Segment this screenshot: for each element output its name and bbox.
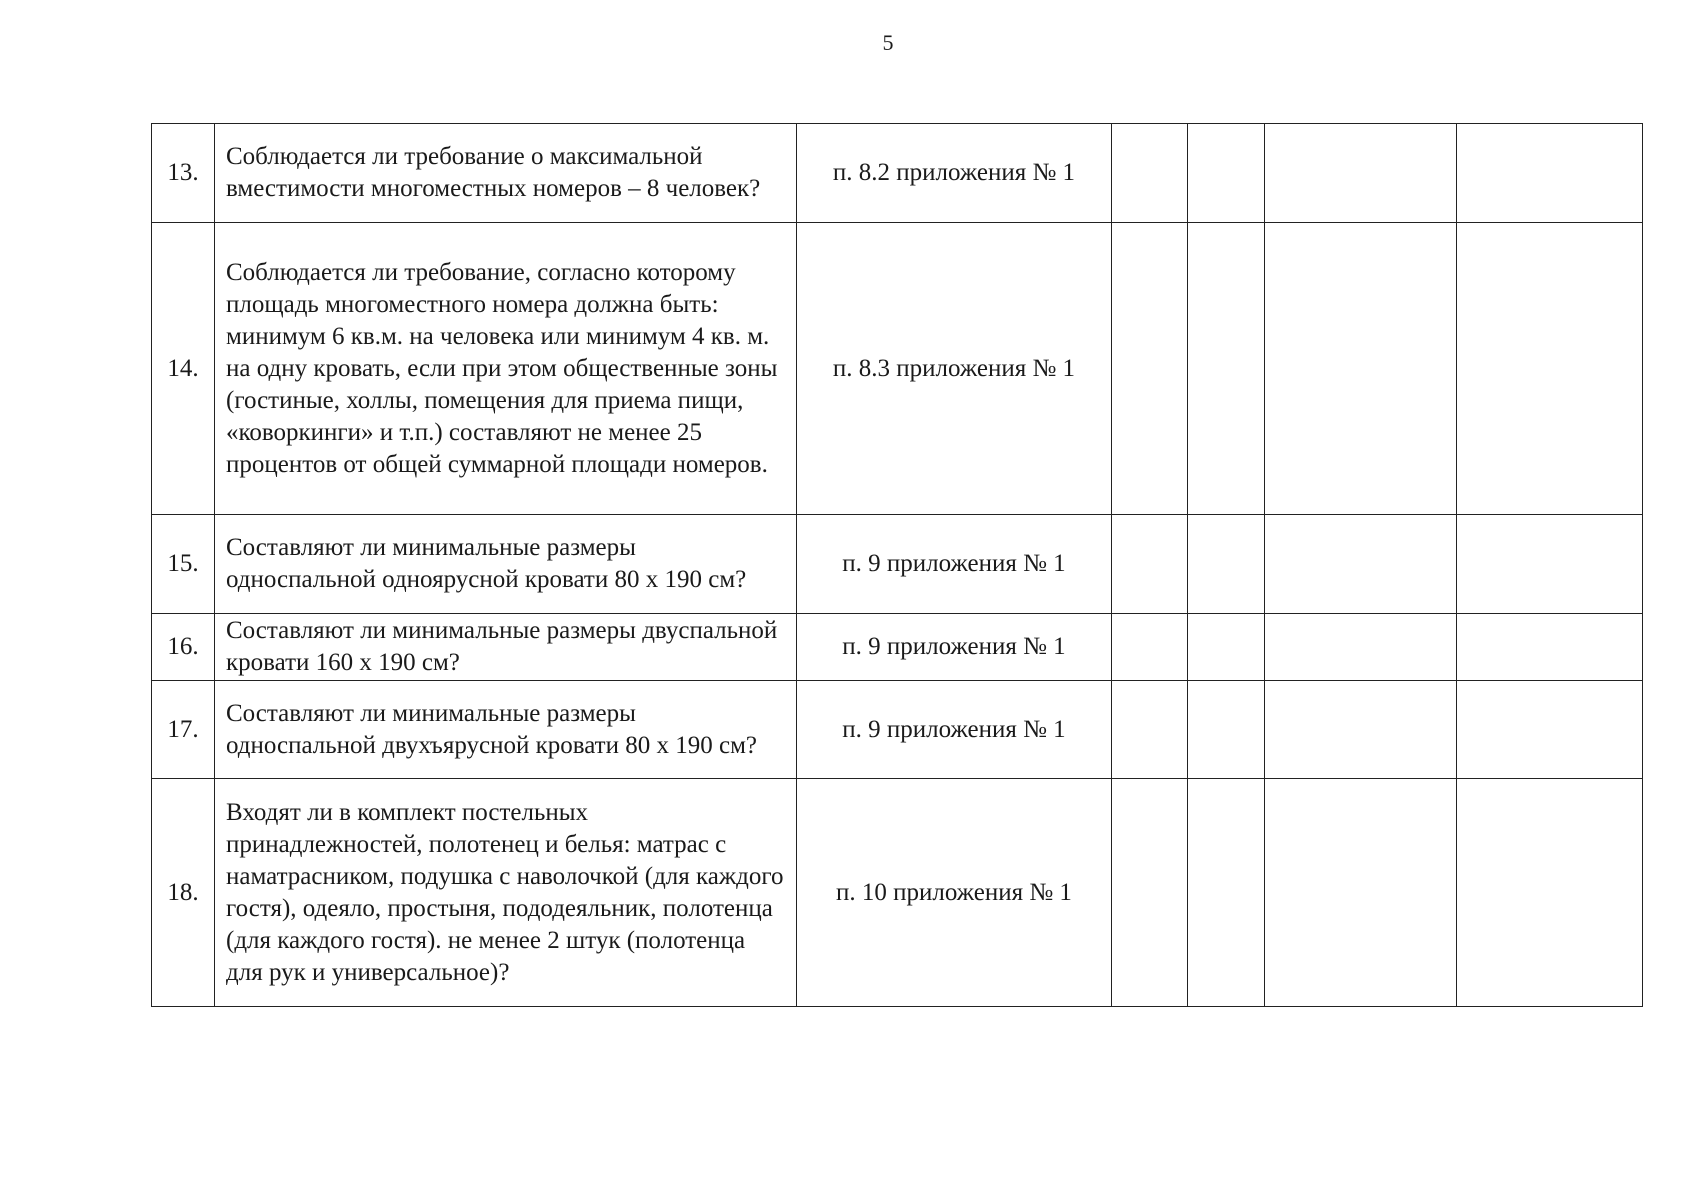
notes-cell[interactable] xyxy=(1457,681,1643,779)
answer-no-cell[interactable] xyxy=(1188,779,1265,1007)
reference-text: п. 8.3 приложения № 1 xyxy=(797,223,1112,515)
not-applicable-cell[interactable] xyxy=(1265,614,1457,681)
answer-no-cell[interactable] xyxy=(1188,614,1265,681)
table-row xyxy=(152,124,1643,223)
answer-yes-cell[interactable] xyxy=(1112,779,1188,1007)
not-applicable-cell[interactable] xyxy=(1265,779,1457,1007)
reference-text: п. 9 приложения № 1 xyxy=(797,614,1112,681)
answer-no-cell[interactable] xyxy=(1188,515,1265,614)
reference-text: п. 10 приложения № 1 xyxy=(797,779,1112,1007)
answer-no-cell[interactable] xyxy=(1188,124,1265,223)
not-applicable-cell[interactable] xyxy=(1265,223,1457,515)
answer-no-cell[interactable] xyxy=(1188,223,1265,515)
table-row xyxy=(152,515,1643,614)
row-number: 15. xyxy=(152,515,215,614)
table-row xyxy=(152,223,1643,515)
row-number: 16. xyxy=(152,614,215,681)
row-number: 18. xyxy=(152,779,215,1007)
page-number: 5 xyxy=(882,30,894,55)
row-number: 17. xyxy=(152,681,215,779)
question-text: Соблюдается ли требование, согласно которому площадь многоместного номера должна быть: минимум 6 кв.м. на человека или минимум 4 кв. м. на одну кровать, если при этом общественные зоны (гостиные, холлы, помещения для приема пищи, «коворкинги» и т.п.) составляют не менее 25 процентов от общей суммарной площади номеров. xyxy=(215,223,797,515)
question-text: Составляют ли минимальные размеры двуспальной кровати 160 х 190 см? xyxy=(215,614,797,681)
question-text: Составляют ли минимальные размеры односпальной двухъярусной кровати 80 х 190 см? xyxy=(215,681,797,779)
not-applicable-cell[interactable] xyxy=(1265,515,1457,614)
checklist-table xyxy=(151,123,1643,1007)
notes-cell[interactable] xyxy=(1457,223,1643,515)
table-row xyxy=(152,614,1643,681)
row-number: 14. xyxy=(152,223,215,515)
notes-cell[interactable] xyxy=(1457,614,1643,681)
not-applicable-cell[interactable] xyxy=(1265,681,1457,779)
question-text: Составляют ли минимальные размеры односпальной одноярусной кровати 80 х 190 см? xyxy=(215,515,797,614)
answer-yes-cell[interactable] xyxy=(1112,124,1188,223)
table-row xyxy=(152,681,1643,779)
not-applicable-cell[interactable] xyxy=(1265,124,1457,223)
question-text: Входят ли в комплект постельных принадлежностей, полотенец и белья: матрас с наматрасником, подушка с наволочкой (для каждого гостя), одеяло, простыня, пододеяльник, полотенца (для каждого гостя). не менее 2 штук (полотенца для рук и универсальное)? xyxy=(215,779,797,1007)
reference-text: п. 9 приложения № 1 xyxy=(797,515,1112,614)
row-number: 13. xyxy=(152,124,215,223)
question-text: Соблюдается ли требование о максимальной вместимости многоместных номеров – 8 человек? xyxy=(215,124,797,223)
table-row xyxy=(152,779,1643,1007)
reference-text: п. 8.2 приложения № 1 xyxy=(797,124,1112,223)
answer-no-cell[interactable] xyxy=(1188,681,1265,779)
notes-cell[interactable] xyxy=(1457,779,1643,1007)
reference-text: п. 9 приложения № 1 xyxy=(797,681,1112,779)
answer-yes-cell[interactable] xyxy=(1112,681,1188,779)
answer-yes-cell[interactable] xyxy=(1112,614,1188,681)
notes-cell[interactable] xyxy=(1457,515,1643,614)
answer-yes-cell[interactable] xyxy=(1112,223,1188,515)
answer-yes-cell[interactable] xyxy=(1112,515,1188,614)
notes-cell[interactable] xyxy=(1457,124,1643,223)
